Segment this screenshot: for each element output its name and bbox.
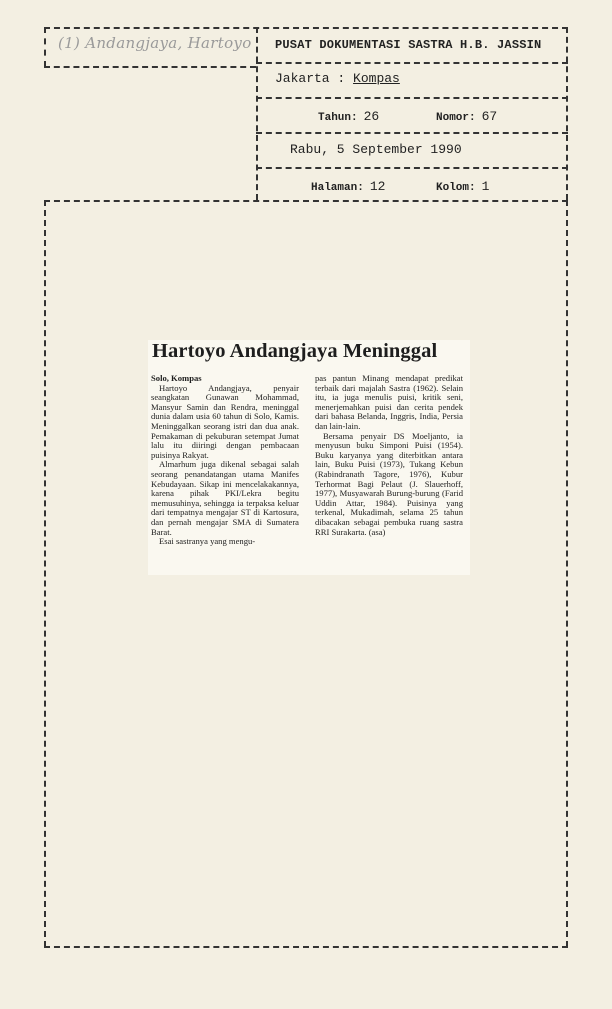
tahun-value: 26 [363,109,380,124]
article-paragraph: Hartoyo Andangjaya, penyair seangkatan Gunawan Mohammad, Mansyur Samin dan Rendra, meninggal dunia dalam usia 60 tahun di Solo, Kamis. Meninggalkan seorang istri dan dua anak. Pemakaman di pekuburan setempat Jumat lalu itu diiringi dengan pembacaan puisinya Rakyat. [151,382,299,460]
header-left-bottom-border [44,66,256,68]
article-paragraph: Esai sastranya yang mengu- [159,536,256,547]
article-dateline: Solo, Kompas [151,373,202,383]
article-paragraph: Bersama penyair DS Moeljanto, ia menyusun buku Simponi Puisi (1954). Buku karyanya yang diterbitkan antara lain, Buku Puisi (1973), Tukang Kebun (Rabindranath Tagore, 1976), Kubur Terhormat Bagi Pelaut (J. Slauerhoff, 1977), Musyawarah Burung-burung (Farid Uddin Attar, 1984). Puisinya yang terkenal, Mukadimah, selama 25 tahun dibacakan sebagai pembuka ruang sastra RRI Surakarta. (asa) [315,430,463,537]
kolom-field [436,179,489,194]
article-column-1 [151,374,299,547]
publication-name: Kompas [353,71,400,86]
header-top-border [44,27,568,29]
kolom-label: Kolom: [436,182,476,194]
tahun-field [318,109,379,124]
header-row-line-3 [256,132,568,134]
nomor-value: 67 [481,109,498,124]
kolom-value: 1 [481,179,490,194]
header-row-line-2 [256,97,568,99]
content-box-bottom [44,946,568,948]
archive-title: PUSAT DOKUMENTASI SASTRA H.B. JASSIN [275,38,542,52]
article-column-2 [315,374,463,537]
content-box-right [566,200,568,947]
header-row-line-4 [256,167,568,169]
nomor-field [436,109,497,124]
article-paragraph: Almarhum juga dikenal sebagai salah seorang penandatangan utama Manifes Kebudayaan. Sikap ini mencelakakannya, karena pihak PKI/Lekra begitu memusuhinya, sehingga ia terpaksa keluar dari tempatnya mengajar ST di Kartosura, dan pernah mengajar SMA di Sumatera Barat. [151,459,299,537]
halaman-value: 12 [369,179,386,194]
publication-city: Jakarta [275,71,330,86]
header-left-border [44,27,46,67]
publication-line [275,71,400,86]
handwritten-catalog-note: (1) Andangjaya, Hartoyo [58,34,252,52]
nomor-label: Nomor: [436,112,476,124]
issue-date: Rabu, 5 September 1990 [290,142,462,157]
content-box-left [44,200,46,947]
halaman-field [311,179,385,194]
tahun-label: Tahun: [318,112,358,124]
publication-separator: : [337,71,346,86]
newspaper-clipping [148,340,470,575]
header-divider-vertical [256,27,258,200]
article-headline: Hartoyo Andangjaya Meninggal [152,340,438,362]
header-right-border [566,27,568,200]
content-box-top [44,200,568,202]
header-row-line-1 [256,62,568,64]
halaman-label: Halaman: [311,182,364,194]
article-paragraph: pas pantun Minang mendapat predikat terbaik dari majalah Sastra (1962). Selain itu, ia juga menulis puisi, kritik seni, menerjemahkan puisi dan cerita pendek dari bahasa Belanda, Inggris, India, Persia dan lain-lain. [315,373,463,431]
